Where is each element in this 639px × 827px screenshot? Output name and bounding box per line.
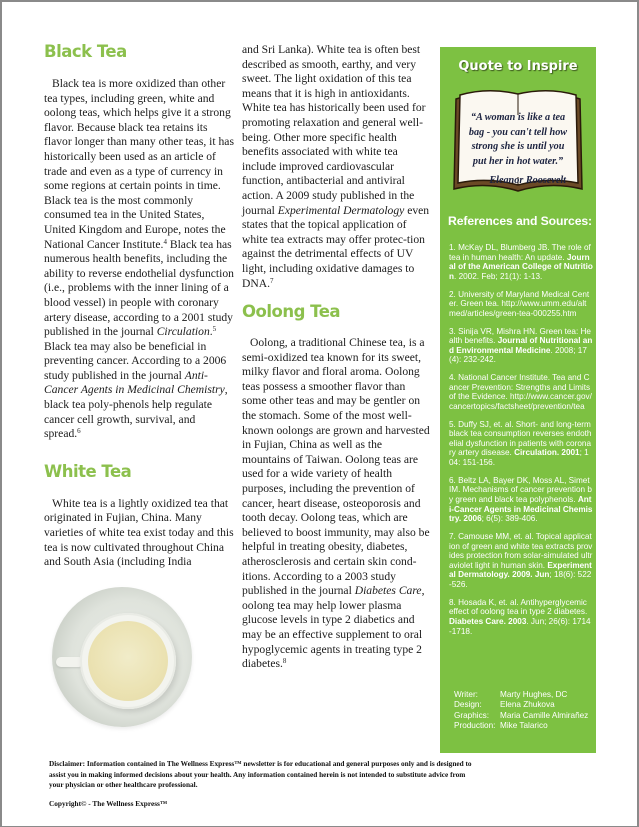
tea-liquid (88, 621, 168, 701)
white-tea-paragraph-start: White tea is a lightly oxidized tea that originated in Fujian, China. Many varieties of white tea exist today and this tea is now cultivated throughout China and South Asia (including India (44, 496, 234, 569)
open-book-graphic (452, 85, 584, 203)
quote-text: “A woman is like a tea bag - you can't tell how strong she is until you put her in hot water.” (468, 112, 568, 167)
quote-title: Quote to Inspire (458, 59, 578, 74)
quote-author: Eleanor Roosevelt (489, 175, 566, 186)
oolong-tea-heading: Oolong Tea (242, 302, 341, 322)
reference-item: 3. Sinija VR, Mishra HN. Green tea: Health benefits. Journal of Nutritional and Environmental Medicine. 2008; 17(4): 232-242. (449, 326, 593, 365)
black-tea-paragraph: Black tea is more oxidized than other tea types, including green, white and oolong teas, which helps give it a strong flavor. Because black tea retains its flavor longer than many other teas, it has historically been used as an article of trade and even as a type of currency in some regions at certain points in time. Black tea is the most commonly consumed tea in the United States, United Kingdom and Europe, notes the National Cancer Institute.$^4$ Black tea has numerous health benefits, including the ability to reverse endothelial dysfunction (i.e., problems with the inner lining of a blood vessel) in people with coronary artery disease, according to a 2001 study published in the journal Circulation.$^5$ Black tea may also be beneficial in preventing cancer. According to a 2006 study published in the journal Anti-Cancer Agents in Medicinal Chemistry, black tea poly-phenols help regulate cancer cell growth, survival, and spread.$^6$ (44, 77, 234, 441)
reference-item: 1. McKay DL, Blumberg JB. The role of tea in human health: An update. Journal of the American College of Nutrition. 2002. Feb; 21(1): 1-13. (449, 243, 593, 281)
credit-design: Design: Elena Zhukova (454, 700, 555, 710)
references-title: References and Sources: (448, 214, 593, 228)
black-tea-heading: Black Tea (44, 42, 127, 61)
reference-item: 7. Camouse MM, et. al. Topical application of green and white tea extracts provides protection from solar-simulated ultraviolet light in human skin. Experimental Dermatology. 2009. Jun; 18(6): 522-526. (449, 531, 593, 589)
references-list (449, 243, 593, 644)
white-tea-paragraph-continued: and Sri Lanka). White tea is often best described as smooth, earthy, and very sweet. The light oxidation of this tea means that it is high in antioxidants. White tea has historically been used for promoting relaxation and general well-being. Other more specific health benefits associated with white tea include improved cardiovascular function, antibacterial and antiviral action. A 2009 study published in the journal Experimental Dermatology even states that the topical application of white tea extracts may offer protec-tion against the detrimental effects of UV light, including oxidative damages to DNA.$^7$ (242, 43, 430, 290)
credit-writer: Writer: Marty Hughes, DC (454, 690, 568, 699)
reference-item: 8. Hosada K, et. al. Antihyperglycemic effect of oolong tea in type 2 diabetes. Diabetes Care. 2003. Jun; 26(6): 1714-1718. (449, 597, 591, 636)
credits (454, 690, 594, 731)
reference-item: 2. University of Maryland Medical Center. Green tea. http://www.umm.edu/altmed/articles/green-tea-000255.htm (449, 289, 590, 318)
reference-item: 5. Duffy SJ, et. al. Short- and long-term black tea consumption reverses endothelial dysfunction in patients with coronary artery disease. Circulation. 2001; 104: 151-156. (449, 419, 592, 468)
white-tea-heading: White Tea (44, 461, 132, 481)
reference-item: 6. Beltz LA, Bayer DK, Moss AL, Simet IM. Mechanisms of cancer prevention by green and black tea polyphenols. Anti-Cancer Agents in Medicinal Chemistry. 2006; 6(5): 389-406. (449, 475, 593, 524)
copyright: Copyright© - The Wellness Express™ (49, 799, 168, 808)
disclaimer: Disclaimer: Information contained in The Wellness Express™ newsletter is for educational and general purposes only and is designed to assist you in making informed decisions about your health. Any information contained herein is not intended to substitute advice from your physician or other healthcare professional. (49, 759, 472, 789)
credit-production: Production: Mike Talarico (454, 720, 548, 730)
oolong-tea-paragraph: Oolong, a traditional Chinese tea, is a semi-oxidized tea known for its sweet, milky flavor and floral aroma. Oolong teas possess a smoother flavor than some other teas and may be gentler on the stomach. Some of the most well-known oolongs are grown and harvested in Fujian, China as well as the mountains of Taiwan. Oolong teas are used for a wide variety of health purposes, including the prevention of cancer, heart disease, osteoporosis and tooth decay. Oolong teas, which are believed to boost immunity, may also be helpful in treating obesity, diabetes, atherosclerosis and certain skin cond-itions. According to a 2003 study published in the journal Diabetes Care, oolong tea may help lower plasma glucose levels in type 2 diabetics and may be an effective supplement to oral hypoglycemic agents in treating type 2 diabetes.$^8$ (242, 336, 430, 671)
column-left (44, 42, 234, 570)
reference-item: 4. National Cancer Institute. Tea and Cancer Prevention: Strengths and Limits of the Evidence. http://www.cancer.gov/cancertopics/factsheet/prevention/tea (449, 373, 592, 411)
sidebar-panel (440, 47, 596, 753)
credit-graphics: Graphics: Maria Camille Almirañez (454, 710, 589, 720)
teacup-image (52, 587, 192, 727)
column-middle (242, 43, 432, 672)
